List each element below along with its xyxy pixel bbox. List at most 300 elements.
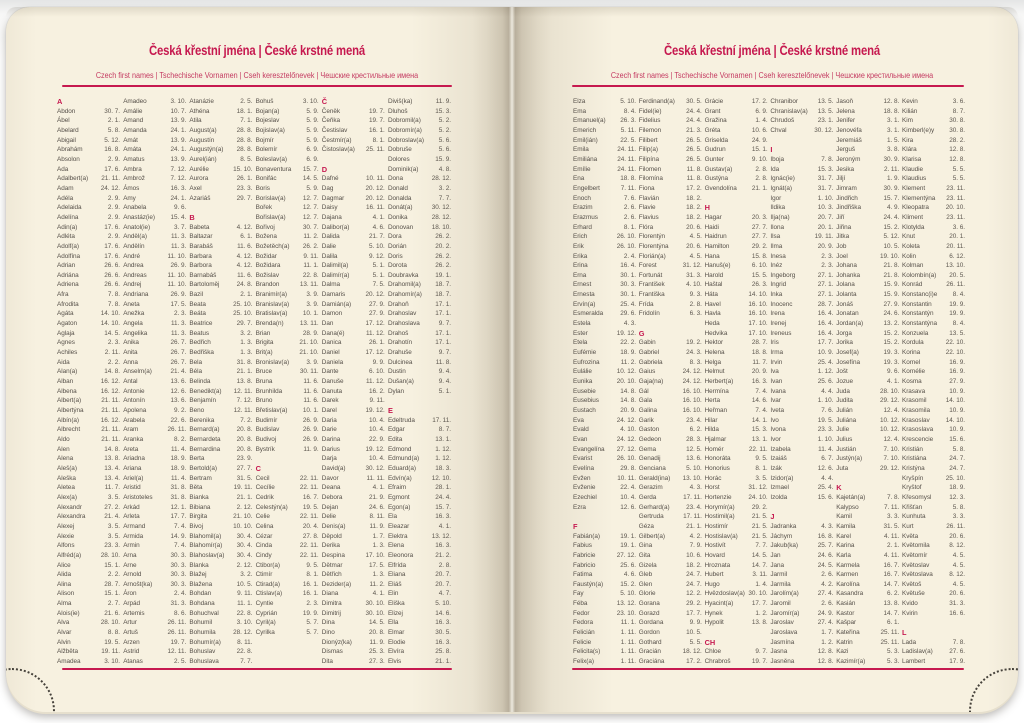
name-day-date: 10. 4. [620,493,636,501]
name-row [322,377,385,387]
name-row [573,541,636,551]
name-row [902,174,965,184]
name-day-date: 25. 10. [945,474,965,482]
name-row [256,512,319,522]
name-day-date: 10. 5. [686,629,702,637]
name-day-date: 11. 9. [303,445,319,453]
given-name: Alison [57,590,75,598]
name-row [639,223,702,233]
name-day-date: 15. 3. [817,165,834,173]
name-day-date: 11. 2. [303,233,319,241]
name-day-date: 30. 3. [170,561,187,569]
name-row [770,647,833,657]
name-row [256,599,319,609]
name-day-date: 12. 8. [817,648,834,656]
name-day-date: 21. 6. [104,609,120,617]
given-name: Géza [638,522,654,530]
name-day-date: 16. 11. [366,204,385,212]
given-name: Gorana [638,600,660,608]
given-name: Dluhoš [387,107,408,115]
name-row [705,367,768,377]
name-day-date: 24. 12. [616,435,636,443]
name-row [123,512,186,522]
given-name: André [123,252,140,260]
given-name: Arna [123,551,137,559]
name-row [189,396,252,406]
name-day-date: 15. 7. [302,165,319,173]
name-day-date: 24. 1. [170,194,187,202]
given-name: Hjalmar [704,435,727,443]
name-day-date: 26. 11. [946,281,965,289]
given-name: Aida [57,358,70,366]
name-row [573,628,636,638]
name-day-date: 26. 3. [620,117,636,125]
name-row [770,493,833,503]
given-name: Axel [189,184,202,192]
name-row [322,367,385,377]
name-day-date: 16. 12. [100,416,120,424]
name-row [836,97,899,107]
name-row [573,319,636,329]
given-name: Afrodita [57,300,79,308]
name-day-date: 2. 3. [107,339,120,347]
given-name: Dona [387,175,404,183]
name-row [639,184,702,194]
given-name: Adléta [57,233,75,241]
given-name: Ariel(a) [123,474,144,482]
name-row [573,387,636,397]
given-name: Albertýna [57,407,84,414]
name-day-date: 21. 3. [686,126,702,134]
name-day-date: 15. 6. [817,493,834,501]
given-name: Evald [573,426,589,434]
name-row [57,561,120,571]
given-name: Gina [638,542,653,550]
name-day-date: 7. 8. [107,300,120,308]
given-name: Egmont [387,493,410,501]
name-day-date: 26. 2. [435,233,451,241]
name-row [256,174,319,184]
name-row [57,155,120,165]
given-name: Konstantin [901,300,932,308]
name-row [836,271,899,281]
name-day-date: 20. 9. [751,368,768,376]
given-name: Jorika [836,339,853,347]
given-name: Efraim [387,484,407,492]
given-name: Jeroným [836,155,861,163]
name-day-date: 23. 10. [616,609,636,617]
name-day-date: 26. 11. [167,629,187,637]
name-day-date: 20. 5. [949,271,965,279]
name-day-date: 2. 2. [107,571,120,579]
given-name: Ctirad(a) [255,580,280,588]
name-row [573,271,636,281]
given-name: Edmund(a) [387,455,420,463]
given-name: Béla [189,368,202,376]
name-row [57,116,120,126]
name-day-date: 17. 2. [686,658,702,666]
given-name: Cyntie [255,600,274,608]
given-name: Jitka [836,233,850,241]
given-name: Adolfína [57,252,81,260]
name-row [573,242,636,252]
given-name: Juta [836,464,849,472]
name-day-date: 4. 2. [821,580,834,588]
name-day-date: 7. 4. [174,542,187,550]
name-day-date: 2. 3. [306,600,319,608]
given-name: Kolman [901,262,924,270]
given-name: Dobromil(a) [387,117,421,125]
name-row [705,155,768,165]
letter-header: B [189,212,195,222]
name-day-date: 7. 6. [821,407,834,414]
given-name: Artemis [123,609,145,617]
given-name: Kryšpín [901,474,924,482]
name-row [770,377,833,387]
given-name: Alexandra [57,513,86,521]
name-day-date: 28. 7. [751,339,768,347]
name-day-date: 26. 7. [170,339,187,347]
name-day-date: 27. 7. [751,223,768,231]
name-day-date: 31. 8. [236,358,253,366]
name-day-date: 25. 4. [620,300,636,308]
given-name: Jordan(a) [836,320,864,328]
name-day-date: 5. 5. [689,638,702,646]
given-name: Gunter [704,155,724,163]
given-name: Beáta [189,310,206,318]
name-day-date: 9. 7. [438,320,451,328]
given-name: Kimberl(e)y [901,126,935,134]
name-row [836,126,899,136]
name-row [388,657,451,667]
name-day-date: 17. 11. [683,493,702,501]
given-name: Dismas [321,648,343,656]
name-day-date: 13. 4. [104,474,120,482]
given-name: Gema [638,445,656,453]
name-row [57,319,120,329]
given-name: Hanuš(e) [704,262,731,270]
name-row [123,348,186,358]
name-row [322,358,385,368]
given-name: Konstanc(i)e [901,291,938,299]
name-row [573,329,636,339]
name-day-date: 3. 2. [438,184,451,192]
name-day-date: 28. 7. [817,300,834,308]
name-day-date: 15. 4. [170,213,187,221]
name-row [57,589,120,599]
name-row [836,628,899,638]
name-day-date: 30. 11. [299,368,319,376]
name-row [256,541,319,551]
name-row [639,416,702,426]
name-day-date: 5. 9. [306,136,319,144]
given-name: Engelbert [573,184,600,192]
name-row [836,589,899,599]
given-name: Alfons [57,542,75,550]
name-day-date: 14. 9. [170,532,187,540]
given-name: Fabián(a) [573,532,600,540]
name-row [639,242,702,252]
name-day-date: 18. 2. [686,194,702,202]
name-row [189,551,252,561]
name-row [639,367,702,377]
name-row [57,290,120,300]
left-page [6,7,512,712]
name-row [705,396,768,406]
page-title: Česká křestní jména | České krstné mená [664,43,880,58]
name-row [902,194,965,204]
name-day-date: 11. 9. [369,522,385,530]
name-row [322,329,385,339]
given-name: Budivoj [255,435,277,443]
name-day-date: 18. 3. [435,464,451,472]
given-name: Atanas [123,658,143,666]
name-day-date: 4. 11. [883,532,900,540]
name-row [388,474,451,484]
name-row [388,290,451,300]
name-day-date: 21. 2. [435,551,451,559]
given-name: Jerguš [836,146,856,154]
name-day-date: 4. 1. [372,590,385,598]
name-day-date: 3. 2. [240,571,253,579]
name-row [322,348,385,358]
name-day-date: 9. 3. [689,291,702,299]
name-row [322,483,385,493]
name-day-date: 27. 4. [817,590,834,598]
name-day-date: 10. 4. [369,416,385,424]
name-day-date: 20. 9. [817,242,834,250]
name-row [57,387,120,397]
name-row [836,454,899,464]
name-day-date: 17. 11. [683,513,702,521]
name-column [836,97,899,667]
given-name: Jasna [770,648,788,656]
given-name: Dolores [387,155,410,163]
name-day-date: 25. 4. [817,484,834,492]
spacer-row [322,155,385,165]
name-column [705,97,768,667]
given-name: Azariáš [189,194,211,202]
name-day-date: 16. 10. [682,407,702,414]
name-row [189,136,252,146]
name-row [256,570,319,580]
name-row [256,242,319,252]
given-name: Božidara [255,262,281,270]
name-day-date: 16. 1. [302,590,319,598]
name-day-date: 29. 2. [686,600,702,608]
given-name: Bohuchval [189,609,219,617]
name-day-date: 8. 4. [623,107,636,115]
name-row [639,387,702,397]
given-name: Bertram [189,474,212,482]
name-row [573,609,636,619]
name-row [705,483,768,493]
name-day-date: 5. 10. [369,242,385,250]
name-day-date: 8. 12. [949,542,965,550]
name-day-date: 20. 8. [236,435,253,443]
name-row [123,165,186,175]
given-name: Jonáš [836,300,853,308]
given-name: Klotylda [901,223,925,231]
name-day-date: 4. 3. [821,522,834,530]
given-name: Jaromír(a) [770,609,800,617]
given-name: Edita [387,435,403,443]
name-row [189,589,252,599]
name-row [189,416,252,426]
name-day-date: 30. 4. [236,542,253,550]
name-day-date: 17. 1. [435,300,451,308]
given-name: Astrid [123,648,140,656]
given-name: Angela [123,320,143,328]
names-table [573,97,965,667]
given-name: Blanka [189,561,209,569]
name-day-date: 8. 8. [107,629,120,637]
name-day-date: 30. 12. [431,204,451,212]
name-day-date: 21. 11. [101,407,120,414]
name-row [123,628,186,638]
given-name: Gabriel [638,349,660,357]
name-day-date: 3. 9. [306,300,319,308]
name-row [123,503,186,513]
given-name: Dylan [387,387,405,395]
name-row [902,454,965,464]
name-row [189,194,252,204]
given-name: Haidi [704,223,719,231]
name-row [902,406,965,416]
name-row [322,203,385,213]
given-name: Irvin [770,358,783,366]
name-day-date: 29. 2. [751,503,768,511]
given-name: Cézar [255,532,273,540]
name-day-date: 2. 5. [240,98,253,105]
name-day-date: 25. 6. [620,561,636,569]
given-name: Břetislav(a) [255,407,288,414]
name-day-date: 26. 9. [170,262,187,270]
given-name: Fiona [638,184,655,192]
given-name: Iva [770,368,779,376]
name-row [639,503,702,513]
name-row [256,155,319,165]
name-row [189,474,252,484]
name-day-date: 23. 4. [686,503,702,511]
given-name: Beata [189,300,206,308]
spacer-row [639,319,702,329]
name-row [123,464,186,474]
given-name: Agaton [57,320,77,328]
name-row [256,532,319,542]
name-day-date: 11. 11. [366,474,385,482]
name-day-date: 25. 11. [880,638,900,646]
name-day-date: 30. 9. [883,155,900,163]
name-row [639,493,702,503]
name-row [322,618,385,628]
name-row [836,609,899,619]
name-day-date: 17. 10. [365,551,385,559]
name-day-date: 18. 2. [686,204,702,212]
name-day-date: 12. 10. [431,474,451,482]
given-name: Hagar [704,213,722,221]
name-row [639,348,702,358]
letter-header: I [770,145,773,155]
name-day-date: 9. 2. [174,407,187,414]
name-day-date: 1. 2. [821,638,834,646]
given-name: Dezider(a) [321,580,352,588]
given-name: Gilbert(a) [638,532,665,540]
name-day-date: 1. 3. [240,339,253,347]
given-name: Harold [704,271,724,279]
name-day-date: 5. 5. [952,165,965,173]
given-name: Gvendolína [704,184,737,192]
right-page [512,7,1018,712]
name-row [770,261,833,271]
given-name: Jáchym [770,532,793,540]
name-day-date: 11. 6. [237,271,253,279]
name-row [322,580,385,590]
name-row [322,454,385,464]
name-day-date: 11. 12. [366,329,385,337]
name-row [836,541,899,551]
given-name: Cecil [255,474,270,482]
name-row [322,309,385,319]
name-row [836,503,899,513]
name-day-date: 2. 1. [107,117,120,125]
name-row [770,155,833,165]
name-day-date: 5. 8. [952,445,965,453]
name-row [322,493,385,503]
name-row [902,223,965,233]
name-day-date: 26. 7. [170,349,187,357]
name-day-date: 25. 10. [233,310,253,318]
given-name: Ignác(ie) [770,175,795,183]
given-name: Gustýna [704,175,729,183]
name-row [189,271,252,281]
given-name: Anatol(ie) [123,223,151,231]
name-day-date: 23. 1. [817,117,834,125]
name-row [705,358,768,368]
name-day-date: 9. 11. [303,252,319,260]
name-day-date: 21. 8. [883,271,900,279]
given-name: Daniel [321,349,340,357]
given-name: Faustýn(a) [573,580,604,588]
given-name: Dalie [321,242,337,250]
name-row [189,609,252,619]
name-day-date: 5. 7. [306,629,319,637]
name-day-date: 2. 6. [821,600,834,608]
name-day-date: 31. 3. [170,600,187,608]
given-name: Ella [387,619,399,627]
name-row [705,174,768,184]
name-row [57,271,120,281]
given-name: Aurélie [189,165,209,173]
name-day-date: 8. 12. [949,571,965,579]
given-name: Anděl(a) [123,233,147,241]
given-name: Dante [321,368,339,376]
name-day-date: 6. 9. [306,146,319,154]
name-row [322,657,385,667]
given-name: Eduard(a) [387,464,416,472]
name-day-date: 29. 7. [236,194,253,202]
given-name: Hortenzie [704,493,732,501]
name-row [573,136,636,146]
name-day-date: 20. 6. [949,532,965,540]
given-name: Erich [573,233,588,241]
name-day-date: 29. 2. [751,242,768,250]
given-name: Anna [123,358,138,366]
name-day-date: 3. 9. [306,358,319,366]
name-day-date: 7. 4. [755,407,768,414]
given-name: Flavius [638,213,659,221]
given-name: Boris [255,184,270,192]
